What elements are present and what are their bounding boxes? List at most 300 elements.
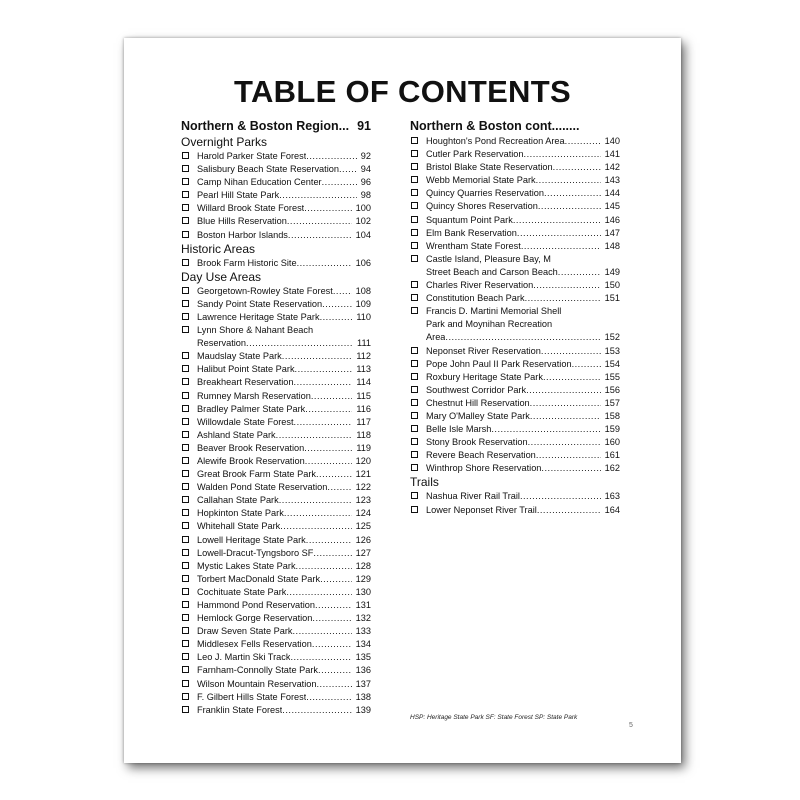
toc-entry-label: Maudslay State Park xyxy=(197,351,282,362)
toc-entry-label: Chestnut Hill Reservation xyxy=(426,397,530,408)
checkbox-icon[interactable] xyxy=(411,373,418,380)
checkbox-icon[interactable] xyxy=(182,496,189,503)
toc-entry[interactable] xyxy=(181,202,371,215)
toc-entry-label: Quincy Quarries Reservation xyxy=(426,188,544,199)
toc-entry-line xyxy=(197,520,371,533)
toc-entry-page: 150 xyxy=(604,280,620,291)
checkbox-icon[interactable] xyxy=(411,506,418,513)
toc-entry-text xyxy=(197,678,371,691)
checkbox-icon[interactable] xyxy=(411,229,418,236)
toc-entry-label: Cutler Park Reservation xyxy=(426,149,524,160)
region-heading-page: 91 xyxy=(357,119,371,133)
toc-entry-page: 164 xyxy=(604,504,620,515)
toc-entry-page: 125 xyxy=(355,521,371,532)
toc-entry-label: Street Beach and Carson Beach xyxy=(426,266,558,277)
toc-entry-line xyxy=(426,240,620,253)
toc-entry-label: Lawrence Heritage State Park xyxy=(197,311,320,322)
toc-entry-line xyxy=(197,150,371,163)
toc-entry-line xyxy=(426,135,620,148)
toc-entry[interactable] xyxy=(181,481,371,494)
checkbox-icon[interactable] xyxy=(182,352,189,359)
toc-entry-text xyxy=(197,229,371,242)
toc-entry-line xyxy=(197,481,371,494)
toc-entry-label: Cochituate State Park xyxy=(197,586,287,597)
toc-entry-page: 158 xyxy=(604,410,620,421)
toc-entry-page: 142 xyxy=(604,162,620,173)
toc-entry[interactable] xyxy=(181,403,371,416)
toc-entry-line xyxy=(197,429,371,442)
region-heading xyxy=(410,118,620,134)
toc-entry-page: 98 xyxy=(360,190,371,201)
dot-leader xyxy=(333,285,352,298)
checkbox-icon[interactable] xyxy=(182,457,189,464)
toc-entry-line xyxy=(197,163,371,176)
toc-right-column xyxy=(410,118,620,517)
toc-entry[interactable] xyxy=(181,285,371,298)
checkbox-icon[interactable] xyxy=(182,392,189,399)
toc-entry-line xyxy=(426,345,620,358)
dot-leader xyxy=(287,215,352,228)
dot-leader xyxy=(541,345,601,358)
toc-entry[interactable] xyxy=(181,429,371,442)
toc-entry[interactable] xyxy=(410,504,620,517)
toc-entry-text xyxy=(197,534,371,547)
page-title: TABLE OF CONTENTS xyxy=(234,74,571,109)
checkbox-icon[interactable] xyxy=(182,562,189,569)
toc-entry-page: 132 xyxy=(355,613,371,624)
dot-leader xyxy=(316,468,352,481)
toc-entry-text xyxy=(426,214,620,227)
toc-entry-page: 129 xyxy=(355,573,371,584)
toc-entry[interactable] xyxy=(181,363,371,376)
checkbox-icon[interactable] xyxy=(411,425,418,432)
dot-leader xyxy=(543,371,601,384)
toc-entry[interactable] xyxy=(410,490,620,503)
toc-entry[interactable] xyxy=(181,691,371,704)
toc-entry[interactable] xyxy=(181,664,371,677)
toc-entry-text xyxy=(197,189,371,202)
toc-entry-text xyxy=(197,455,371,468)
toc-entry[interactable] xyxy=(181,534,371,547)
toc-entry-label: Hammond Pond Reservation xyxy=(197,600,315,610)
dot-leader xyxy=(311,390,352,403)
checkbox-icon[interactable] xyxy=(182,259,189,266)
toc-entry-label: Area xyxy=(426,332,446,343)
toc-entry-label: Lowell-Dracut-Tyngsboro SF xyxy=(197,547,314,558)
toc-entry[interactable] xyxy=(181,586,371,599)
dot-leader xyxy=(339,163,357,176)
checkbox-icon[interactable] xyxy=(182,522,189,529)
toc-entry[interactable] xyxy=(181,311,371,324)
toc-entry[interactable] xyxy=(181,350,371,363)
toc-entry-label: Winthrop Shore Reservation xyxy=(426,463,542,474)
toc-entry[interactable] xyxy=(181,189,371,202)
toc-entry-page: 161 xyxy=(604,450,620,461)
toc-entry-line xyxy=(197,704,371,717)
toc-entry-text xyxy=(426,384,620,397)
dot-leader xyxy=(288,229,352,242)
toc-entry-text xyxy=(197,324,371,350)
toc-entry-page: 152 xyxy=(604,332,620,343)
toc-entry-line xyxy=(197,298,371,311)
toc-entry-page: 127 xyxy=(355,547,371,558)
toc-entry-label: Middlesex Fells Reservation xyxy=(197,639,312,650)
toc-entry[interactable] xyxy=(181,651,371,664)
dot-leader xyxy=(541,462,600,475)
toc-entry-line xyxy=(197,176,371,189)
toc-entry-label: Willard Brook State Forest xyxy=(197,203,305,214)
checkbox-icon[interactable] xyxy=(182,536,189,543)
toc-entry-label: Stony Brook Reservation xyxy=(426,437,528,448)
toc-entry-line xyxy=(426,305,620,318)
checkbox-icon[interactable] xyxy=(182,640,189,647)
checkbox-icon[interactable] xyxy=(411,451,418,458)
toc-entry-line xyxy=(197,534,371,547)
toc-entry[interactable] xyxy=(181,416,371,429)
toc-entry-line xyxy=(197,455,371,468)
checkbox-icon[interactable] xyxy=(182,191,189,198)
toc-entry[interactable] xyxy=(181,520,371,533)
toc-entry[interactable] xyxy=(410,358,620,371)
toc-entry-page: 134 xyxy=(355,639,371,650)
toc-entry-line xyxy=(426,148,620,161)
toc-entry-page: 153 xyxy=(604,345,620,356)
toc-entry-line xyxy=(197,229,371,242)
toc-entry[interactable] xyxy=(181,376,371,389)
dot-leader xyxy=(565,135,601,148)
toc-entry-text xyxy=(426,240,620,253)
toc-entry-label: Draw Seven State Park xyxy=(197,626,293,637)
toc-entry-page: 143 xyxy=(604,175,620,186)
toc-entry-text xyxy=(197,691,371,704)
toc-entry-page: 126 xyxy=(355,534,371,545)
toc-entry-label: Charles River Reservation xyxy=(426,280,534,291)
dot-leader xyxy=(491,423,600,436)
checkbox-icon[interactable] xyxy=(182,326,189,333)
toc-entry[interactable] xyxy=(181,150,371,163)
toc-entry-text xyxy=(197,285,371,298)
dot-leader xyxy=(305,455,352,468)
toc-entry[interactable] xyxy=(410,292,620,305)
toc-entry-page: 146 xyxy=(604,214,620,225)
toc-entry-text xyxy=(197,215,371,228)
toc-entry[interactable] xyxy=(181,163,371,176)
dot-leader xyxy=(530,397,601,410)
checkbox-icon[interactable] xyxy=(411,347,418,354)
toc-entry-line xyxy=(426,397,620,410)
dot-leader xyxy=(536,449,601,462)
toc-entry[interactable] xyxy=(181,638,371,651)
checkbox-icon[interactable] xyxy=(182,287,189,294)
toc-entry-label: Lynn Shore & Nahant Beach xyxy=(197,325,314,336)
toc-entry-line xyxy=(426,292,620,305)
toc-entry-line xyxy=(197,678,371,691)
checkbox-icon[interactable] xyxy=(182,627,189,634)
toc-entry-line xyxy=(426,161,620,174)
toc-entry-page: 121 xyxy=(355,469,371,480)
checkbox-icon[interactable] xyxy=(182,666,189,673)
checkbox-icon[interactable] xyxy=(182,178,189,185)
toc-entry-text xyxy=(197,363,371,376)
checkbox-icon[interactable] xyxy=(182,509,189,516)
checkbox-icon[interactable] xyxy=(182,405,189,412)
dot-leader xyxy=(521,240,601,253)
toc-entry-label: Halibut Point State Park xyxy=(197,364,295,375)
toc-entry-label: Blue Hills Reservation xyxy=(197,216,287,227)
toc-entry-text xyxy=(197,520,371,533)
toc-entry[interactable] xyxy=(410,449,620,462)
checkbox-icon[interactable] xyxy=(411,307,418,314)
checkbox-icon[interactable] xyxy=(411,386,418,393)
checkbox-icon[interactable] xyxy=(411,202,418,209)
checkbox-icon[interactable] xyxy=(411,360,418,367)
checkbox-icon[interactable] xyxy=(182,217,189,224)
toc-entry-label: F. Gilbert Hills State Forest xyxy=(197,691,307,702)
checkbox-icon[interactable] xyxy=(182,588,189,595)
dot-leader xyxy=(533,279,600,292)
toc-entry[interactable] xyxy=(181,507,371,520)
toc-entry-line xyxy=(426,462,620,475)
checkbox-icon[interactable] xyxy=(411,176,418,183)
toc-entry-text xyxy=(197,481,371,494)
checkbox-icon[interactable] xyxy=(411,438,418,445)
toc-entry[interactable] xyxy=(181,390,371,403)
checkbox-icon[interactable] xyxy=(182,365,189,372)
toc-entry[interactable] xyxy=(410,200,620,213)
checkbox-icon[interactable] xyxy=(182,231,189,238)
toc-entry[interactable] xyxy=(410,135,620,148)
toc-entry[interactable] xyxy=(410,227,620,240)
toc-entry-page: 122 xyxy=(355,482,371,493)
toc-entry-line xyxy=(197,691,371,704)
toc-entry[interactable] xyxy=(181,573,371,586)
checkbox-icon[interactable] xyxy=(182,470,189,477)
toc-entry[interactable] xyxy=(181,176,371,189)
toc-entry-text xyxy=(197,494,371,507)
checkbox-icon[interactable] xyxy=(411,242,418,249)
dot-leader xyxy=(537,504,601,517)
toc-entry[interactable] xyxy=(181,257,371,270)
toc-entry-line xyxy=(197,390,371,403)
toc-entry[interactable] xyxy=(410,384,620,397)
toc-entry-label: Franklin State Forest xyxy=(197,704,283,715)
toc-entry-label: Pope John Paul II Park Reservation xyxy=(426,358,572,369)
toc-entry-line xyxy=(197,311,371,324)
toc-entry-page: 123 xyxy=(355,495,371,506)
checkbox-icon[interactable] xyxy=(411,464,418,471)
checkbox-icon[interactable] xyxy=(411,399,418,406)
dot-leader xyxy=(322,298,352,311)
checkbox-icon[interactable] xyxy=(411,137,418,144)
dot-leader xyxy=(528,436,601,449)
dot-leader xyxy=(544,187,601,200)
toc-entry[interactable] xyxy=(410,423,620,436)
toc-entry-page: 111 xyxy=(357,338,371,349)
toc-entry[interactable] xyxy=(410,371,620,384)
toc-entry-page: 116 xyxy=(356,403,371,414)
dot-leader xyxy=(279,494,352,507)
toc-entry-text xyxy=(197,202,371,215)
toc-entry-line xyxy=(426,384,620,397)
toc-entry[interactable] xyxy=(410,253,620,279)
toc-entry[interactable] xyxy=(410,279,620,292)
checkbox-icon[interactable] xyxy=(182,165,189,172)
toc-entry[interactable] xyxy=(181,229,371,242)
toc-entry-line xyxy=(197,664,371,677)
toc-entry[interactable] xyxy=(181,560,371,573)
toc-entry-page: 110 xyxy=(356,311,371,322)
toc-entry-text xyxy=(197,376,371,389)
toc-entry-text xyxy=(197,163,371,176)
dot-leader xyxy=(279,189,357,202)
toc-entry-label: Leo J. Martin Ski Track xyxy=(197,652,291,663)
toc-entry[interactable] xyxy=(410,174,620,187)
checkbox-icon[interactable] xyxy=(182,653,189,660)
toc-entry[interactable] xyxy=(181,625,371,638)
checkbox-icon[interactable] xyxy=(411,216,418,223)
toc-entry-label: Lowell Heritage State Park xyxy=(197,534,306,545)
checkbox-icon[interactable] xyxy=(182,706,189,713)
toc-entry-label: Wilson Mountain Reservation xyxy=(197,678,317,689)
toc-entry[interactable] xyxy=(410,462,620,475)
toc-entry-page: 114 xyxy=(356,377,371,388)
toc-entry-label: Park and Moynihan Recreation xyxy=(426,319,553,330)
checkbox-icon[interactable] xyxy=(182,152,189,159)
toc-entry[interactable] xyxy=(181,455,371,468)
toc-entry-line xyxy=(426,504,620,517)
checkbox-icon[interactable] xyxy=(182,378,189,385)
toc-entry-label: Bradley Palmer State Park xyxy=(197,403,306,414)
checkbox-icon[interactable] xyxy=(411,281,418,288)
toc-entry[interactable] xyxy=(181,324,371,350)
toc-entry-line xyxy=(426,214,620,227)
checkbox-icon[interactable] xyxy=(182,601,189,608)
toc-entry[interactable] xyxy=(410,397,620,410)
toc-entry-text xyxy=(197,560,371,573)
checkbox-icon[interactable] xyxy=(182,444,189,451)
dot-leader xyxy=(282,704,351,717)
toc-entry-label: Neponset River Reservation xyxy=(426,345,541,356)
toc-entry-line xyxy=(426,436,620,449)
toc-entry-text xyxy=(426,227,620,240)
toc-entry-page: 144 xyxy=(604,188,620,199)
toc-entry-page: 115 xyxy=(356,390,371,401)
toc-entry-page: 148 xyxy=(604,240,620,251)
toc-entry[interactable] xyxy=(410,161,620,174)
toc-entry-page: 137 xyxy=(355,678,371,689)
dot-leader xyxy=(282,350,353,363)
toc-entry-text xyxy=(197,298,371,311)
checkbox-icon[interactable] xyxy=(182,680,189,687)
dot-leader xyxy=(530,410,601,423)
checkbox-icon[interactable] xyxy=(182,300,189,307)
toc-entry-line xyxy=(197,202,371,215)
toc-entry-label: Breakheart Reservation xyxy=(197,377,294,388)
toc-entry-label: Webb Memorial State Park xyxy=(426,175,536,186)
toc-entry-text xyxy=(426,504,620,517)
toc-entry-page: 96 xyxy=(360,177,371,188)
toc-entry-line xyxy=(197,416,371,429)
toc-entry-line xyxy=(197,573,371,586)
toc-entry-label: Great Brook Farm State Park xyxy=(197,469,316,480)
toc-entry[interactable] xyxy=(181,442,371,455)
toc-entry-page: 112 xyxy=(356,351,371,362)
toc-entry[interactable] xyxy=(181,298,371,311)
checkbox-icon[interactable] xyxy=(182,614,189,621)
toc-entry-text xyxy=(426,436,620,449)
toc-entry[interactable] xyxy=(181,704,371,717)
toc-entry-page: 92 xyxy=(360,151,371,161)
checkbox-icon[interactable] xyxy=(182,204,189,211)
toc-entry[interactable] xyxy=(410,410,620,423)
checkbox-icon[interactable] xyxy=(411,163,418,170)
checkbox-icon[interactable] xyxy=(182,483,189,490)
checkbox-icon[interactable] xyxy=(411,294,418,301)
checkbox-icon[interactable] xyxy=(182,431,189,438)
toc-entry-line xyxy=(197,350,371,363)
toc-entry-label: Hopkinton State Park xyxy=(197,508,284,519)
toc-entry[interactable] xyxy=(410,305,620,344)
checkbox-icon[interactable] xyxy=(182,418,189,425)
toc-entry-page: 102 xyxy=(355,216,371,227)
toc-entry-page: 108 xyxy=(355,285,371,296)
toc-entry-line xyxy=(197,376,371,389)
toc-entry[interactable] xyxy=(410,187,620,200)
checkbox-icon[interactable] xyxy=(182,549,189,556)
toc-entry-label: Willowdale State Forest xyxy=(197,416,294,427)
dot-leader xyxy=(553,161,601,174)
toc-entry[interactable] xyxy=(410,240,620,253)
toc-entry-line xyxy=(197,586,371,599)
toc-entry-label: Hemlock Gorge Reservation xyxy=(197,613,313,624)
toc-entry-line xyxy=(426,187,620,200)
checkbox-icon[interactable] xyxy=(411,255,418,262)
dot-leader xyxy=(517,227,601,240)
toc-entry[interactable] xyxy=(410,148,620,161)
toc-entry-page: 118 xyxy=(356,429,371,440)
toc-entry-page: 124 xyxy=(355,508,371,519)
toc-entry[interactable] xyxy=(181,547,371,560)
toc-entry[interactable] xyxy=(181,468,371,481)
toc-entry-text xyxy=(197,468,371,481)
checkbox-icon[interactable] xyxy=(182,693,189,700)
toc-entry[interactable] xyxy=(181,599,371,612)
toc-entry[interactable] xyxy=(181,215,371,228)
toc-entry[interactable] xyxy=(410,345,620,358)
dot-leader xyxy=(246,337,353,350)
dot-leader xyxy=(320,311,353,324)
toc-entry-label: Elm Bank Reservation xyxy=(426,227,517,238)
toc-entry-page: 109 xyxy=(355,298,371,309)
toc-entry-page: 162 xyxy=(604,463,620,474)
checkbox-icon[interactable] xyxy=(411,150,418,157)
toc-entry[interactable] xyxy=(181,612,371,625)
checkbox-icon[interactable] xyxy=(411,412,418,419)
toc-left-column xyxy=(181,118,371,717)
checkbox-icon[interactable] xyxy=(182,313,189,320)
toc-entry[interactable] xyxy=(181,678,371,691)
checkbox-icon[interactable] xyxy=(182,575,189,582)
checkbox-icon[interactable] xyxy=(411,189,418,196)
toc-entry-line xyxy=(426,253,620,266)
toc-entry-text xyxy=(197,547,371,560)
toc-entry-label: Georgetown-Rowley State Forest xyxy=(197,285,333,296)
checkbox-icon[interactable] xyxy=(411,492,418,499)
toc-entry[interactable] xyxy=(181,494,371,507)
dot-leader xyxy=(558,266,601,279)
toc-entry[interactable] xyxy=(410,436,620,449)
toc-entry[interactable] xyxy=(410,214,620,227)
